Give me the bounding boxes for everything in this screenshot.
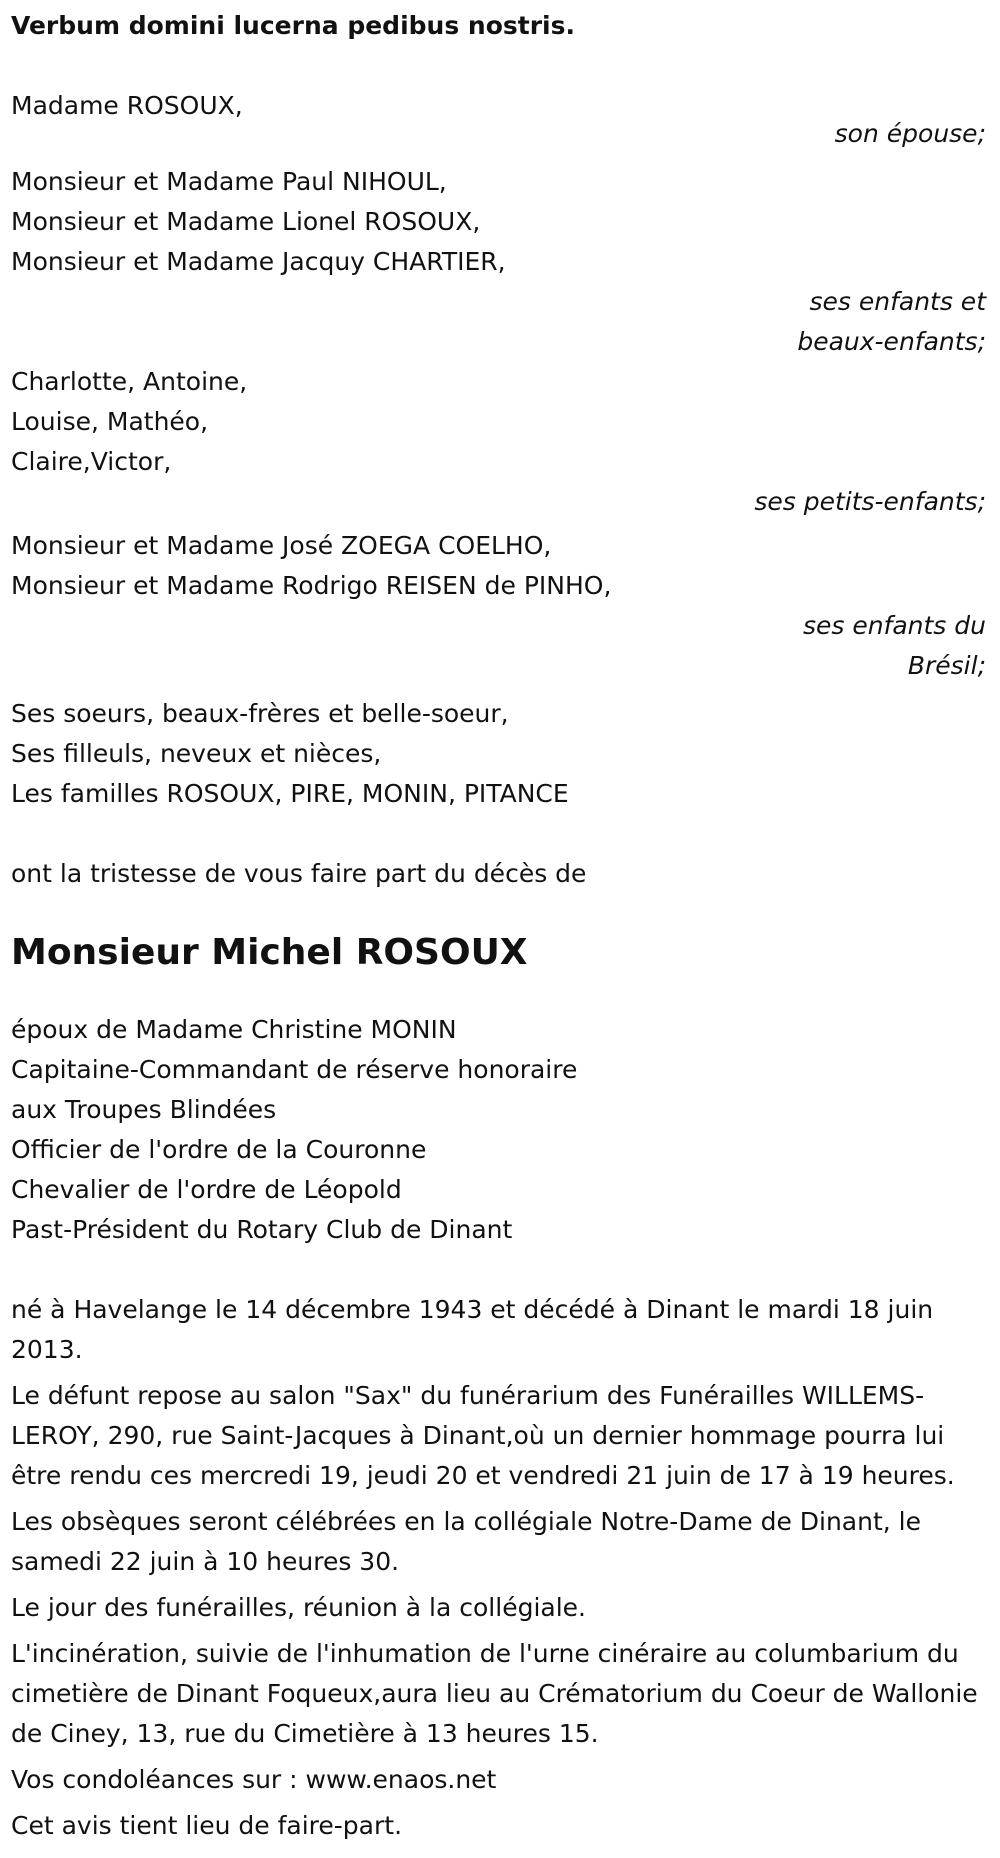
announcement: ont la tristesse de vous faire part du décès de [11,859,587,888]
family-list [11,86,986,814]
family-role [11,482,986,522]
title-line: Capitaine-Commandant de réserve honoraire [11,1055,578,1084]
family-name: Monsieur et Madame José ZOEGA COELHO, [11,531,552,560]
meeting-paragraph: Le jour des funérailles, réunion à la collégiale. [11,1593,586,1622]
family-name: Ses soeurs, beaux-frères et belle-soeur, [11,699,509,728]
viewing-paragraph: Le défunt repose au salon "Sax" du funérarium des Funérailles WILLEMS-LEROY, 290, rue Saint-Jacques à Dinant,où un dernier hommage pourra lui être rendu ces mercredi 19, jeudi 20 et vendredi 21 juin de 17 à 19 heures. [11,1381,955,1490]
family-name: Charlotte, Antoine, [11,367,248,396]
family-role-line: ses enfants et [809,287,986,316]
family-names [11,162,986,282]
family-group-spouse [11,86,986,154]
title-line: époux de Madame Christine MONIN [11,1015,457,1044]
title-line: Officier de l'ordre de la Couronne [11,1135,427,1164]
family-group-relatives [11,694,986,814]
family-group-brazil [11,526,986,686]
notice-paragraph: Cet avis tient lieu de faire-part. [11,1811,403,1840]
cremation-paragraph: L'incinération, suivie de l'inhumation de l'urne cinéraire au columbarium du cimetière de Dinant Foqueux,aura lieu au Crématorium du Coeur de Wallonie de Ciney, 13, rue du Cimetière à 13 heures 15. [11,1639,978,1748]
title-line: aux Troupes Blindées [11,1095,277,1124]
family-name: Monsieur et Madame Paul NIHOUL, [11,167,447,196]
family-name: Louise, Mathéo, [11,407,209,436]
birth-death-paragraph: né à Havelange le 14 décembre 1943 et décédé à Dinant le mardi 18 juin 2013. [11,1295,934,1364]
family-role [11,606,986,686]
family-role-line: son épouse; [834,119,986,148]
motto: Verbum domini lucerna pedibus nostris. [11,11,575,40]
family-name: Ses filleuls, neveux et nièces, [11,739,382,768]
deceased-titles [11,1010,1000,1250]
deceased-name: Monsieur Michel ROSOUX [11,932,528,973]
family-role-line: ses petits-enfants; [754,487,986,516]
family-group-grandchildren [11,362,986,522]
family-role-line: beaux-enfants; [797,327,986,356]
family-role-line: Brésil; [907,651,986,680]
family-role-line: ses enfants du [802,611,986,640]
family-name: Monsieur et Madame Rodrigo REISEN de PINHO, [11,571,612,600]
family-names [11,526,986,606]
title-line: Past-Président du Rotary Club de Dinant [11,1215,513,1244]
family-names [11,694,986,814]
family-group-children [11,162,986,362]
family-name: Claire,Victor, [11,447,172,476]
family-names [11,362,986,482]
family-name: Les familles ROSOUX, PIRE, MONIN, PITANCE [11,779,569,808]
condolences-paragraph: Vos condoléances sur : www.enaos.net [11,1765,497,1794]
family-role [11,282,986,362]
family-name: Monsieur et Madame Jacquy CHARTIER, [11,247,506,276]
funeral-service-paragraph: Les obsèques seront célébrées en la collégiale Notre-Dame de Dinant, le samedi 22 juin à 10 heures 30. [11,1507,921,1576]
title-line: Chevalier de l'ordre de Léopold [11,1175,402,1204]
family-name: Monsieur et Madame Lionel ROSOUX, [11,207,481,236]
family-name: Madame ROSOUX, [11,91,243,120]
funeral-details [11,1290,986,1846]
